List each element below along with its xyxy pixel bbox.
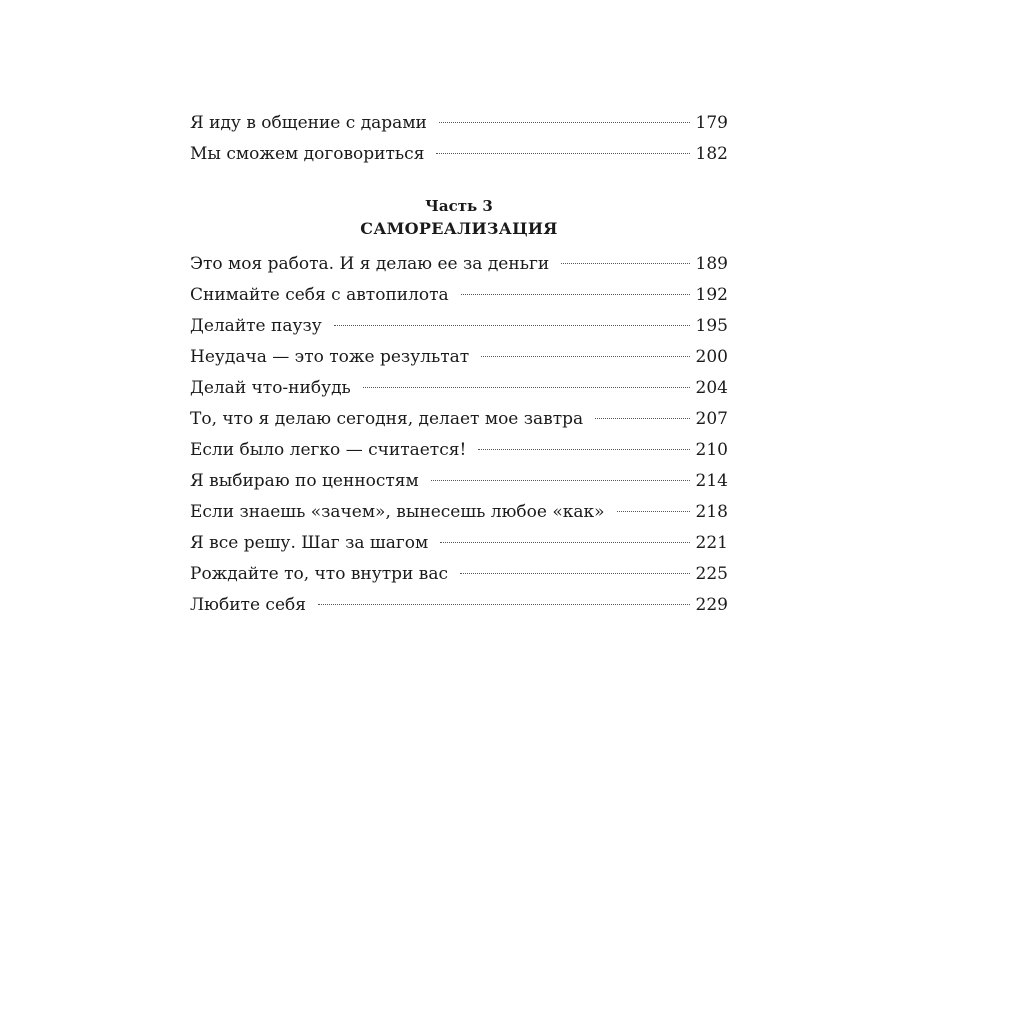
toc-entry-title: Я все решу. Шаг за шагом [190, 533, 429, 553]
dot-leader [461, 294, 690, 295]
toc-entry-page: 192 [695, 285, 728, 305]
dot-leader [617, 511, 690, 512]
toc-entry-page: 221 [695, 533, 728, 553]
toc-entry-title: То, что я делаю сегодня, делает мое завтра [190, 409, 584, 429]
toc-entry [190, 590, 728, 621]
toc-entry-page: 189 [695, 254, 728, 274]
toc-entry-title: Делай что-нибудь [190, 378, 351, 398]
toc-entry-title: Я иду в общение с дарами [190, 113, 427, 133]
toc-entry [190, 373, 728, 404]
toc-entry-title: Делайте паузу [190, 316, 322, 336]
toc-entry [190, 311, 728, 342]
part-heading [190, 195, 728, 241]
toc-entry [190, 559, 728, 590]
toc-entry [190, 342, 728, 373]
toc-entry-title: Снимайте себя с автопилота [190, 285, 449, 305]
dot-leader [363, 387, 690, 388]
toc-entry-title: Я выбираю по ценностям [190, 471, 419, 491]
toc-entry-title: Рождайте то, что внутри вас [190, 564, 448, 584]
dot-leader [595, 418, 689, 419]
toc-entry-title: Любите себя [190, 595, 306, 615]
dot-leader [439, 122, 690, 123]
toc-entry [190, 528, 728, 559]
part-number: Часть 3 [425, 197, 493, 215]
toc-entry-title: Неудача — это тоже результат [190, 347, 470, 367]
toc-entry-page: 225 [695, 564, 728, 584]
toc-entry-page: 204 [695, 378, 728, 398]
dot-leader [334, 325, 690, 326]
dot-leader [481, 356, 689, 357]
toc-entry [190, 435, 728, 466]
toc-list-part-3 [190, 249, 728, 621]
dot-leader [561, 263, 689, 264]
toc-entry-page: 214 [695, 471, 728, 491]
dot-leader [478, 449, 689, 450]
toc-entry-title: Если знаешь «зачем», вынесешь любое «как» [190, 502, 605, 522]
toc-entry [190, 466, 728, 497]
toc-entry [190, 497, 728, 528]
toc-entry [190, 280, 728, 311]
dot-leader [440, 542, 689, 543]
toc-entry-page: 182 [695, 144, 728, 164]
toc-entry-title: Это моя работа. И я делаю ее за деньги [190, 254, 550, 274]
toc-entry-page: 210 [695, 440, 728, 460]
toc-entry [190, 249, 728, 280]
dot-leader [460, 573, 690, 574]
toc-entry [190, 404, 728, 435]
toc-entry-page: 218 [695, 502, 728, 522]
toc-entry-page: 200 [695, 347, 728, 367]
toc-entry-title: Если было легко — считается! [190, 440, 467, 460]
dot-leader [431, 480, 690, 481]
dot-leader [318, 604, 690, 605]
toc-entry-page: 195 [695, 316, 728, 336]
toc-entry-page: 179 [695, 113, 728, 133]
toc-entry-page: 229 [695, 595, 728, 615]
toc-entry-page: 207 [695, 409, 728, 429]
toc-entry-title: Мы сможем договориться [190, 144, 425, 164]
toc-entry [190, 108, 728, 139]
dot-leader [436, 153, 689, 154]
toc-list-previous-part [190, 108, 728, 170]
toc-entry [190, 139, 728, 170]
part-title: САМОРЕАЛИЗАЦИЯ [360, 219, 558, 238]
